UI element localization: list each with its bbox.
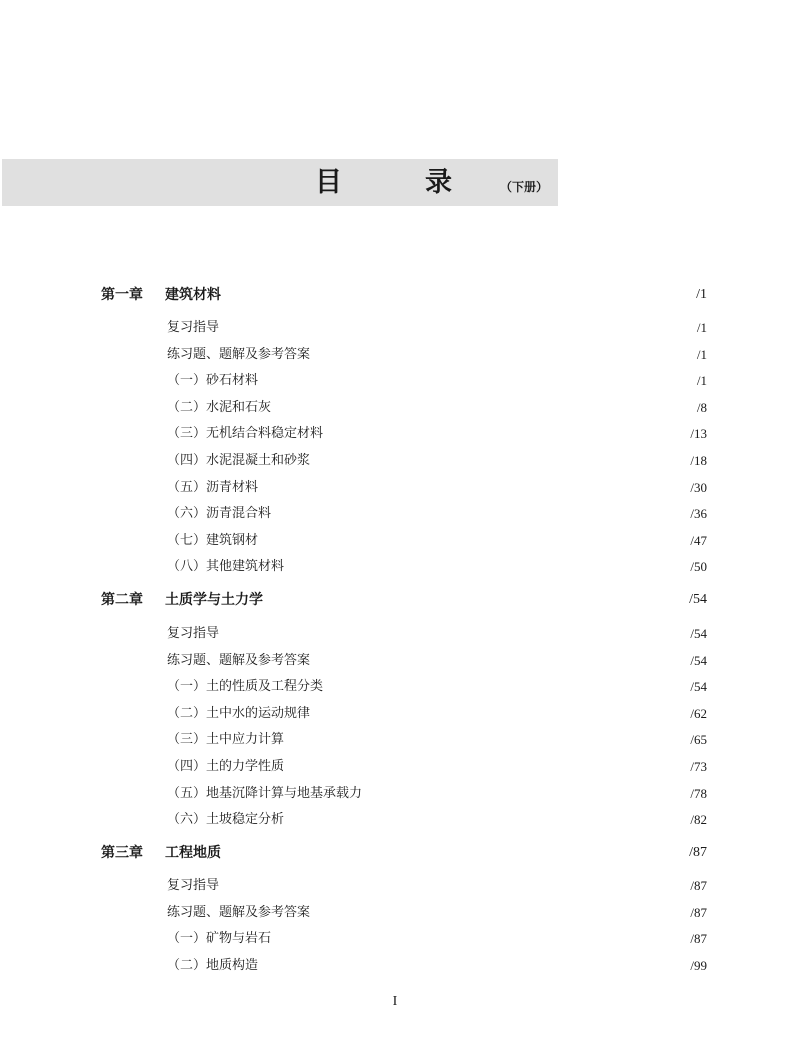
entry-label: （六）土坡稳定分析 — [167, 812, 285, 828]
page-title: 目 录 — [315, 167, 480, 198]
chapter-title: 工程地质 — [165, 845, 221, 861]
toc-entry-row[interactable] — [0, 757, 790, 777]
entry-page: /50 — [690, 559, 707, 575]
toc-entry-row[interactable] — [0, 929, 790, 949]
chapter-title: 土质学与土力学 — [165, 592, 263, 608]
toc-chapter-label — [101, 843, 221, 863]
entry-page: /1 — [696, 373, 707, 389]
toc-entry-row[interactable] — [0, 557, 790, 577]
toc-entry-row[interactable] — [0, 677, 790, 697]
entry-page: /47 — [690, 532, 707, 548]
entry-page: /13 — [690, 426, 707, 442]
entry-label: （一）砂石材料 — [167, 373, 259, 389]
toc-entry-row[interactable] — [0, 424, 790, 444]
toc-chapter-row[interactable] — [0, 590, 790, 610]
entry-page: /1 — [696, 320, 707, 335]
toc-entry-row[interactable] — [0, 784, 790, 804]
toc-entry-row[interactable] — [0, 451, 790, 471]
entry-page: /1 — [696, 346, 707, 362]
entry-label: （二）土中水的运动规律 — [167, 705, 311, 721]
toc-entry-row[interactable] — [0, 504, 790, 524]
entry-page: /62 — [690, 705, 707, 721]
entry-label: 复习指导 — [167, 320, 220, 335]
toc-chapter-row[interactable] — [0, 285, 790, 305]
toc-entry-row[interactable] — [0, 398, 790, 418]
chapter-title: 建筑材料 — [165, 287, 221, 303]
chapter-page: /87 — [689, 845, 707, 860]
entry-page: /30 — [690, 479, 707, 495]
entry-page: /65 — [690, 732, 707, 748]
toc-entry-row[interactable] — [0, 876, 790, 896]
entry-label: （一）矿物与岩石 — [167, 931, 272, 947]
entry-label: 练习题、题解及参考答案 — [167, 346, 311, 362]
entry-label: 复习指导 — [167, 878, 220, 893]
entry-page: /73 — [690, 759, 707, 774]
entry-label: （五）沥青材料 — [167, 479, 259, 495]
chapter-number: 第一章 — [101, 287, 143, 303]
entry-label: （五）地基沉降计算与地基承载力 — [167, 785, 363, 801]
toc-chapter-label — [101, 285, 221, 305]
entry-page: /82 — [690, 812, 707, 828]
entry-label: （三）土中应力计算 — [167, 732, 285, 748]
entry-label: （八）其他建筑材料 — [167, 559, 285, 575]
toc-entry-row[interactable] — [0, 531, 790, 551]
entry-label: （四）土的力学性质 — [167, 759, 285, 774]
entry-page: /18 — [690, 453, 707, 468]
entry-label: （七）建筑钢材 — [167, 532, 259, 548]
toc-entry-row[interactable] — [0, 371, 790, 391]
entry-label: （二）水泥和石灰 — [167, 399, 272, 415]
toc-entry-row[interactable] — [0, 903, 790, 923]
entry-page: /78 — [690, 785, 707, 801]
entry-page: /54 — [690, 626, 707, 641]
chapter-number: 第二章 — [101, 592, 143, 608]
entry-label: （一）土的性质及工程分类 — [167, 679, 324, 695]
folio-page-number: I — [392, 994, 398, 1009]
entry-label: 练习题、题解及参考答案 — [167, 652, 311, 668]
chapter-page: /54 — [689, 592, 707, 607]
page-subtitle: （下册） — [499, 180, 548, 194]
entry-page: /87 — [690, 878, 707, 893]
chapter-page: /1 — [696, 287, 707, 302]
entry-page: /54 — [690, 679, 707, 695]
chapter-number: 第三章 — [101, 845, 143, 861]
toc-entry-row[interactable] — [0, 651, 790, 671]
toc-entry-row[interactable] — [0, 730, 790, 750]
title-banner — [2, 159, 558, 206]
toc-chapter-row[interactable] — [0, 843, 790, 863]
toc-entry-row[interactable] — [0, 704, 790, 724]
entry-page: /54 — [690, 652, 707, 668]
entry-label: （四）水泥混凝土和砂浆 — [167, 453, 311, 468]
entry-page: /87 — [690, 931, 707, 947]
toc-chapter-label — [101, 590, 263, 610]
entry-label: （六）沥青混合料 — [167, 506, 272, 522]
toc-entry-row[interactable] — [0, 956, 790, 976]
entry-page: /36 — [690, 506, 707, 522]
entry-label: 练习题、题解及参考答案 — [167, 904, 311, 920]
entry-page: /87 — [690, 904, 707, 920]
toc-entry-row[interactable] — [0, 318, 790, 338]
toc-entry-row[interactable] — [0, 810, 790, 830]
entry-page: /99 — [690, 957, 707, 973]
entry-label: （二）地质构造 — [167, 957, 259, 973]
toc-entry-row[interactable] — [0, 478, 790, 498]
entry-label: （三）无机结合料稳定材料 — [167, 426, 324, 442]
entry-page: /8 — [696, 399, 707, 415]
entry-label: 复习指导 — [167, 626, 220, 641]
toc-entry-row[interactable] — [0, 624, 790, 644]
toc-entry-row[interactable] — [0, 345, 790, 365]
